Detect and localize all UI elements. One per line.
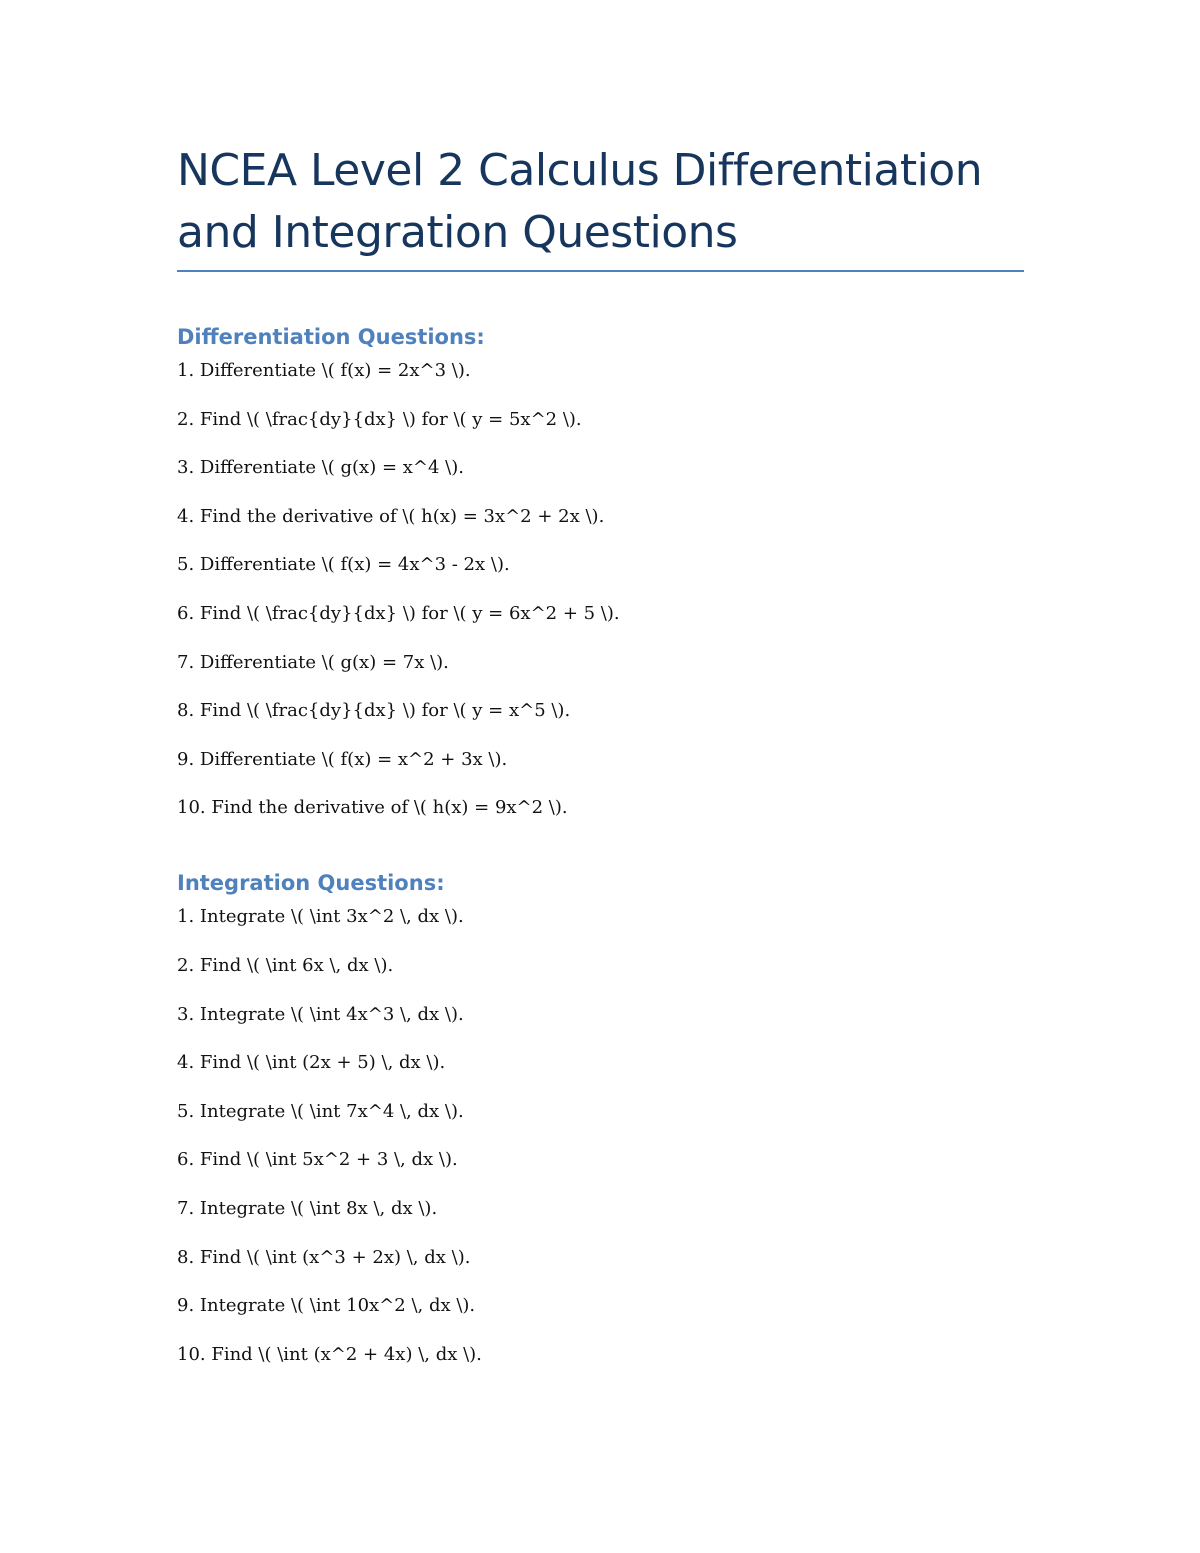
differentiation-question: 3. Differentiate \( g(x) = x^4 \). — [177, 457, 464, 479]
differentiation-question: 8. Find \( \frac{dy}{dx} \) for \( y = x^5 \). — [177, 700, 571, 722]
integration-question: 5. Integrate \( \int 7x^4 \, dx \). — [177, 1100, 464, 1122]
differentiation-question: 1. Differentiate \( f(x) = 2x^3 \). — [177, 360, 471, 381]
integration-section — [177, 868, 1024, 1369]
integration-question: 9. Integrate \( \int 10x^2 \, dx \). — [177, 1295, 476, 1317]
document-page — [177, 140, 1024, 1388]
integration-heading: Integration Questions: — [177, 871, 445, 896]
document-title: NCEA Level 2 Calculus Differentiation and Integration Questions — [177, 145, 983, 258]
differentiation-question: 10. Find the derivative of \( h(x) = 9x^2 \). — [177, 797, 568, 819]
title-underline — [177, 270, 1024, 272]
integration-question: 7. Integrate \( \int 8x \, dx \). — [177, 1197, 438, 1219]
differentiation-section — [177, 322, 1024, 823]
integration-question-list — [177, 902, 1024, 1369]
integration-question: 3. Integrate \( \int 4x^3 \, dx \). — [177, 1003, 464, 1025]
integration-question: 2. Find \( \int 6x \, dx \). — [177, 954, 394, 976]
integration-question: 4. Find \( \int (2x + 5) \, dx \). — [177, 1052, 446, 1074]
differentiation-question: 2. Find \( \frac{dy}{dx} \) for \( y = 5x^2 \). — [177, 408, 582, 430]
differentiation-heading: Differentiation Questions: — [177, 325, 485, 349]
integration-question: 8. Find \( \int (x^3 + 2x) \, dx \). — [177, 1246, 471, 1268]
differentiation-question: 9. Differentiate \( f(x) = x^2 + 3x \). — [177, 748, 508, 770]
differentiation-question-list — [177, 356, 1024, 823]
integration-question: 10. Find \( \int (x^2 + 4x) \, dx \). — [177, 1343, 482, 1365]
differentiation-question: 6. Find \( \frac{dy}{dx} \) for \( y = 6x^2 + 5 \). — [177, 602, 620, 624]
differentiation-question: 5. Differentiate \( f(x) = 4x^3 - 2x \). — [177, 554, 510, 576]
differentiation-question: 7. Differentiate \( g(x) = 7x \). — [177, 651, 449, 673]
differentiation-question: 4. Find the derivative of \( h(x) = 3x^2 + 2x \). — [177, 505, 605, 527]
integration-question: 6. Find \( \int 5x^2 + 3 \, dx \). — [177, 1149, 458, 1171]
integration-question: 1. Integrate \( \int 3x^2 \, dx \). — [177, 906, 464, 928]
